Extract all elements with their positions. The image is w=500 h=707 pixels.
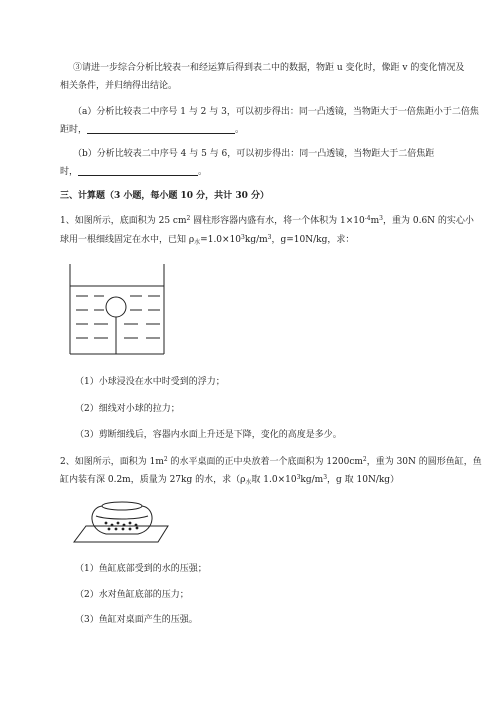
question-b-line-2	[60, 166, 207, 178]
problem1-sup-5: 3	[267, 234, 272, 241]
problem1-sub-1: （1）小球浸没在水中时受到的浮力；	[75, 377, 225, 387]
question-a-suffix: 。	[235, 125, 245, 135]
problem2-line-2	[60, 474, 399, 486]
problem1-text-e: 球用一根细线固定在水中，已知 ρ	[60, 235, 195, 245]
problem2-sup-2: 2	[362, 456, 367, 463]
section-heading: 三、计算题（3 小题，每小题 10 分，共计 30 分）	[60, 191, 269, 201]
container-figure	[68, 262, 168, 358]
problem2-text-b: 的水平桌面的正中央放着一个底面积为 1200cm	[167, 457, 363, 467]
problem2-text-d: 缸内装有深 0.2m，质量为 27kg 的水，求（ρ	[60, 475, 246, 485]
problem2-text-g: ，g 取 10N/kg）	[327, 475, 400, 485]
problem1-text-c: m	[370, 216, 380, 226]
problem2-sup-4: 3	[323, 474, 328, 481]
question-b-suffix: 。	[198, 167, 208, 177]
problem1-text-d: ，重为 0.6N 的实心小	[383, 216, 474, 226]
problem1-text-a: 1、如图所示，底面积为 25 cm	[60, 216, 187, 226]
question-a-line-2	[60, 124, 244, 136]
problem1-line-1	[60, 215, 474, 227]
fishbowl-figure	[72, 496, 172, 546]
problem2-sup-3: 3	[296, 474, 301, 481]
problem2-sub-2: （2）水对鱼缸底部的压力；	[75, 590, 189, 600]
problem1-sup-3: 3	[379, 215, 383, 222]
problem1-sub-3: （3）剪断细线后，容器内水面上升还是下降，变化的高度是多少。	[75, 430, 342, 440]
problem2-text-e: 取 1.0×10	[251, 475, 297, 485]
problem1-sup-2: -4	[364, 215, 371, 222]
intro-line-1: ③请进一步综合分析比较表一和经运算后得到表二中的数据，物距 u 变化时，像距 v 的变化情况及	[73, 63, 465, 73]
problem1-line-2	[60, 234, 354, 246]
water-line	[96, 516, 148, 519]
problem1-sup-4: 3	[241, 234, 245, 241]
intro-line-2: 相关条件，并归纳得出结论。	[60, 81, 178, 91]
question-a-prefix: 距时，	[60, 125, 88, 135]
problem2-sub-1: （1）鱼缸底部受到的水的压强；	[75, 564, 207, 574]
problem1-sub: 水	[194, 239, 201, 246]
ball	[106, 297, 126, 317]
question-b-line-1: （b）分析比较表二中序号 4 与 5 与 6，可以初步得出：同一凸透镜，当物距大于二倍焦距	[73, 149, 435, 159]
bowl-rim	[102, 502, 142, 510]
problem1-text-g: kg/m	[244, 235, 268, 245]
problem2-text-f: kg/m	[300, 475, 324, 485]
problem2-sup-1: 2	[163, 456, 168, 463]
problem1-text-f: =1.0×10	[200, 235, 242, 245]
problem1-sup-1: 2	[186, 215, 191, 222]
problem2-line-1	[60, 456, 482, 468]
question-b-prefix: 时，	[60, 167, 79, 177]
problem1-text-b: 圆柱形容器内盛有水，将一个体积为 1×10	[190, 216, 365, 226]
problem1-sub-2: （2）细线对小球的拉力；	[75, 404, 180, 414]
question-a-line-1: （a）分析比较表二中序号 1 与 2 与 3，可以初步得出：同一凸透镜，当物距大于一倍焦距小于二倍焦	[73, 107, 479, 117]
answer-blank-a[interactable]	[87, 124, 235, 134]
problem2-sub: 水	[245, 479, 252, 486]
answer-blank-b[interactable]	[78, 166, 198, 176]
problem2-text-a: 2、如图所示，面积为 1m	[60, 457, 164, 467]
problem2-sub-3: （3）鱼缸对桌面产生的压强。	[75, 615, 198, 625]
problem1-text-h: ，g=10N/kg，求：	[271, 235, 355, 245]
problem2-text-c: ，重为 30N 的圆形鱼缸，鱼	[366, 457, 482, 467]
